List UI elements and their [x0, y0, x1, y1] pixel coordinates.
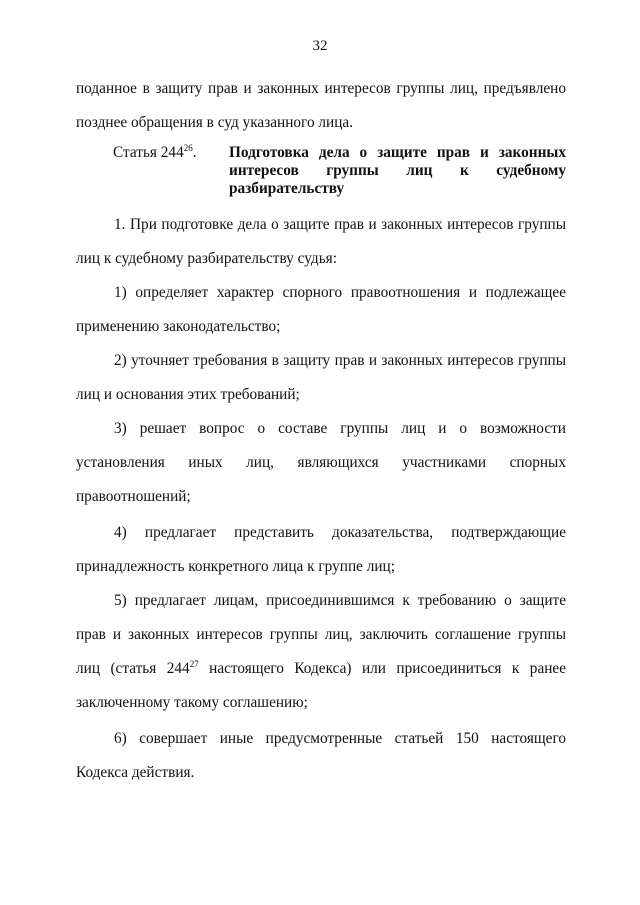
- paragraph-text-after: настоящего Кодекса) или присоединиться к ранее заключенному такому соглашению;: [76, 660, 566, 711]
- article-label: [113, 144, 197, 162]
- paragraph-text: 3) решает вопрос о составе группы лиц и о возможности установления иных лиц, являющихся участниками спорных правоотношений;: [76, 420, 566, 505]
- article-label-superscript: 26: [183, 143, 193, 153]
- paragraph-text-before: 5) предлагает лицам, присоединившимся к требованию о защите прав и законных интересов группы лиц, заключить соглашение группы лиц (статья 244: [76, 592, 566, 677]
- intro-paragraph-text: поданное в защиту прав и законных интересов группы лиц, предъявлено позднее обращения в суд указанного лица.: [76, 80, 566, 131]
- article-label-text: Статья 244: [113, 144, 184, 161]
- paragraph-text: 1. При подготовке дела о защите прав и законных интересов группы лиц к судебному разбирательству судья:: [76, 216, 566, 267]
- paragraph-item-2: [76, 344, 566, 412]
- paragraph-text: 6) совершает иные предусмотренные статьей 150 настоящего Кодекса действия.: [76, 730, 566, 781]
- article-title: Подготовка дела о защите прав и законных интересов группы лиц к судебному разбирательству: [229, 144, 566, 197]
- page-number: 32: [312, 38, 328, 54]
- paragraph-item-5: [76, 584, 566, 720]
- paragraph-text: 4) предлагает представить доказательства, подтверждающие принадлежность конкретного лица к группе лиц;: [76, 524, 566, 575]
- paragraph-item-3: [76, 412, 566, 514]
- paragraph-item-6: [76, 722, 566, 790]
- paragraph-item-4: [76, 516, 566, 584]
- paragraph-text: 1) определяет характер спорного правоотношения и подлежащее применению законодательство;: [76, 284, 566, 335]
- paragraph-superscript: 27: [189, 659, 199, 669]
- paragraph-text: [76, 584, 566, 720]
- intro-paragraph: [76, 72, 566, 140]
- article-label-suffix: .: [192, 144, 197, 161]
- paragraph-text: 2) уточняет требования в защиту прав и законных интересов группы лиц и основания этих требований;: [76, 352, 566, 403]
- paragraph-1: [76, 208, 566, 276]
- paragraph-item-1: [76, 276, 566, 344]
